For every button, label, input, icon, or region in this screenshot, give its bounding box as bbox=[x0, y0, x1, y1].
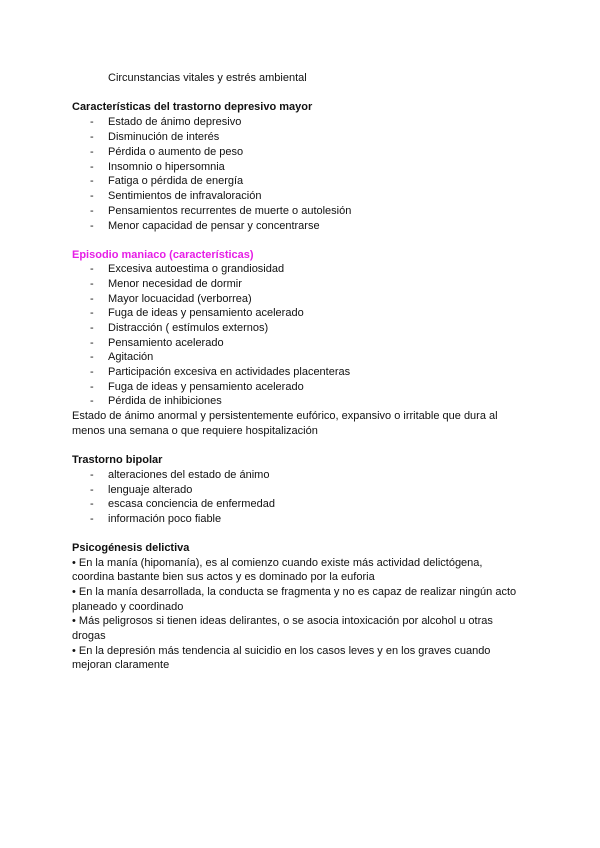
list-dash: - bbox=[90, 278, 94, 290]
list-dash: - bbox=[90, 263, 94, 275]
list-dash: - bbox=[90, 131, 94, 143]
list-item: Fuga de ideas y pensamiento acelerado bbox=[108, 381, 304, 393]
heading-depresivo: Características del trastorno depresivo mayor bbox=[72, 101, 313, 113]
psicogenesis-line: • En la manía (hipomanía), es al comienzo cuando existe más actividad delictógena, bbox=[72, 557, 483, 569]
list-item: Sentimientos de infravaloración bbox=[108, 190, 262, 202]
list-item: Participación excesiva en actividades placenteras bbox=[108, 366, 351, 378]
list-item: Mayor locuacidad (verborrea) bbox=[108, 293, 252, 305]
list-item: Disminución de interés bbox=[108, 131, 220, 143]
list-item: información poco fiable bbox=[108, 513, 222, 525]
psicogenesis-line: • En la manía desarrollada, la conducta se fragmenta y no es capaz de realizar ningún acto bbox=[72, 586, 517, 598]
list-dash: - bbox=[90, 513, 94, 525]
list-item: escasa conciencia de enfermedad bbox=[108, 498, 275, 510]
heading-maniaco: Episodio maniaco (características) bbox=[72, 249, 254, 261]
psicogenesis-line: planeado y coordinado bbox=[72, 601, 184, 613]
list-dash: - bbox=[90, 205, 94, 217]
psicogenesis-line: mejoran claramente bbox=[72, 659, 170, 671]
heading-bipolar: Trastorno bipolar bbox=[72, 454, 163, 466]
list-dash: - bbox=[90, 381, 94, 393]
maniaco-note-line: Estado de ánimo anormal y persistentemente eufórico, expansivo o irritable que dura al bbox=[72, 410, 498, 422]
list-dash: - bbox=[90, 366, 94, 378]
psicogenesis-line: coordina bastante bien sus actos y es dominado por la euforia bbox=[72, 571, 375, 583]
list-dash: - bbox=[90, 293, 94, 305]
list-item: Pérdida de inhibiciones bbox=[108, 395, 222, 407]
list-item: Menor necesidad de dormir bbox=[108, 278, 242, 290]
list-item: alteraciones del estado de ánimo bbox=[108, 469, 270, 481]
heading-psicogenesis: Psicogénesis delictiva bbox=[72, 542, 190, 554]
list-dash: - bbox=[90, 322, 94, 334]
list-dash: - bbox=[90, 351, 94, 363]
psicogenesis-line: • Más peligrosos si tienen ideas delirantes, o se asocia intoxicación por alcohol u otras bbox=[72, 615, 493, 627]
list-dash: - bbox=[90, 307, 94, 319]
list-item: Estado de ánimo depresivo bbox=[108, 116, 242, 128]
list-dash: - bbox=[90, 161, 94, 173]
list-dash: - bbox=[90, 175, 94, 187]
list-item: Fatiga o pérdida de energía bbox=[108, 175, 244, 187]
list-dash: - bbox=[90, 498, 94, 510]
list-item: Distracción ( estímulos externos) bbox=[108, 322, 269, 334]
list-item: Pensamiento acelerado bbox=[108, 337, 224, 349]
list-item: Pensamientos recurrentes de muerte o autolesión bbox=[108, 205, 352, 217]
list-item: Pérdida o aumento de peso bbox=[108, 146, 244, 158]
list-dash: - bbox=[90, 337, 94, 349]
list-dash: - bbox=[90, 395, 94, 407]
list-dash: - bbox=[90, 116, 94, 128]
psicogenesis-line: drogas bbox=[72, 630, 106, 642]
list-item: Agitación bbox=[108, 351, 154, 363]
maniaco-note-line: menos una semana o que requiere hospitalización bbox=[72, 425, 318, 437]
list-dash: - bbox=[90, 484, 94, 496]
list-dash: - bbox=[90, 190, 94, 202]
psicogenesis-line: • En la depresión más tendencia al suicidio en los casos leves y en los graves cuando bbox=[72, 645, 491, 657]
list-dash: - bbox=[90, 469, 94, 481]
list-item: lenguaje alterado bbox=[108, 484, 193, 496]
list-item: Menor capacidad de pensar y concentrarse bbox=[108, 220, 320, 232]
list-dash: - bbox=[90, 146, 94, 158]
list-dash: - bbox=[90, 220, 94, 232]
list-item: Excesiva autoestima o grandiosidad bbox=[108, 263, 285, 275]
list-item: Fuga de ideas y pensamiento acelerado bbox=[108, 307, 304, 319]
top-line: Circunstancias vitales y estrés ambiental bbox=[108, 72, 307, 84]
list-item: Insomnio o hipersomnia bbox=[108, 161, 225, 173]
